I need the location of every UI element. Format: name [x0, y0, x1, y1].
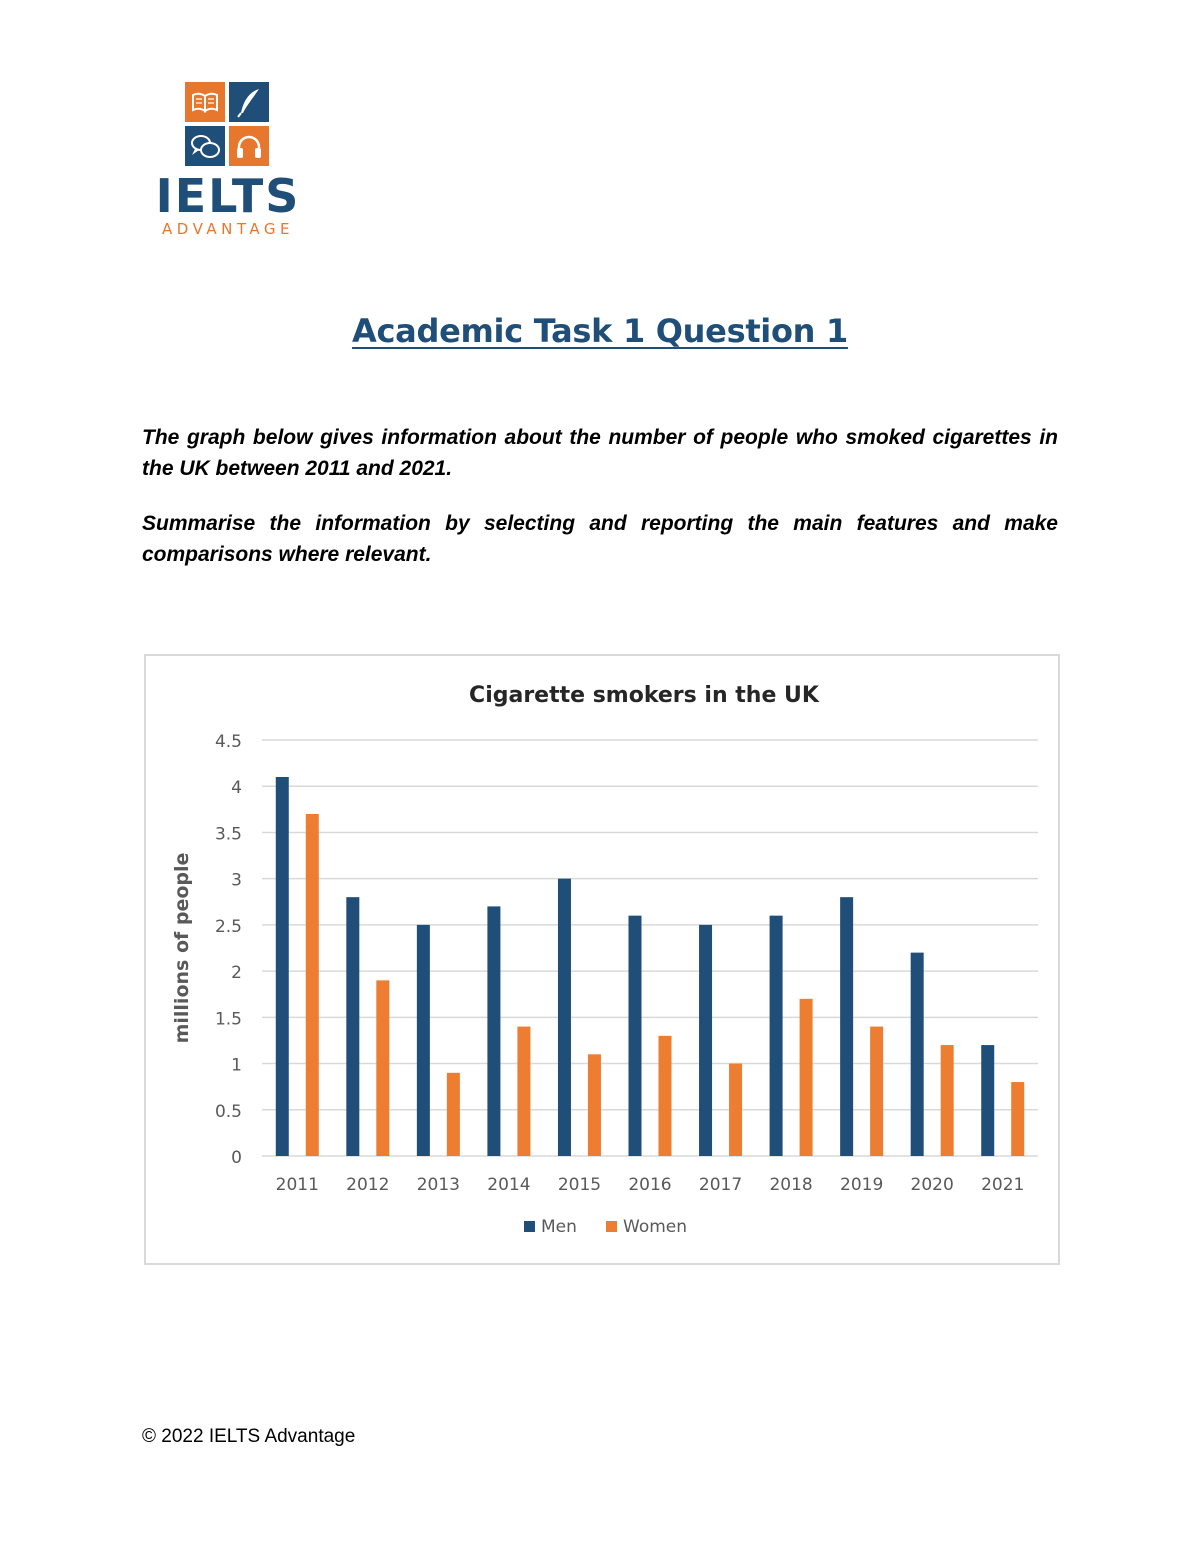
- x-tick-label: 2012: [346, 1175, 390, 1195]
- headphones-icon: [229, 126, 269, 166]
- x-tick-label: 2016: [628, 1175, 672, 1195]
- quill-icon: [229, 82, 269, 122]
- ielts-advantage-logo: [148, 82, 308, 242]
- bar-women-2012: [376, 980, 389, 1156]
- bar-men-2021: [981, 1045, 994, 1156]
- task-description: The graph below gives information about the number of people who smoked cigarettes in the UK between 2011 and 2021.: [142, 426, 1058, 480]
- bar-men-2012: [346, 897, 359, 1156]
- logo-wordmark: IELTS: [155, 169, 301, 223]
- bar-women-2013: [447, 1073, 460, 1156]
- y-tick-label: 1: [231, 1055, 242, 1076]
- bar-men-2014: [487, 906, 500, 1156]
- bar-men-2013: [417, 925, 430, 1156]
- x-tick-label: 2017: [698, 1175, 743, 1195]
- bar-men-2016: [629, 916, 642, 1156]
- x-tick-label: 2011: [275, 1175, 319, 1195]
- logo-tiles: [185, 82, 269, 166]
- y-tick-label: 3: [231, 870, 242, 891]
- x-tick-label: 2020: [910, 1175, 954, 1195]
- y-tick-label: 4.5: [214, 732, 242, 752]
- bar-men-2019: [840, 897, 853, 1156]
- y-tick-label: 1.5: [214, 1009, 242, 1030]
- bar-men-2018: [770, 916, 783, 1156]
- legend-label-women: Women: [623, 1217, 688, 1237]
- bar-men-2017: [699, 925, 712, 1156]
- x-tick-label: 2019: [840, 1175, 884, 1195]
- legend-label-men: Men: [541, 1217, 577, 1237]
- y-axis-label: millions of people: [171, 852, 193, 1044]
- legend-swatch-women: [606, 1221, 617, 1232]
- bar-men-2015: [558, 879, 571, 1156]
- x-tick-label: 2015: [557, 1175, 602, 1195]
- bar-women-2014: [517, 1027, 530, 1156]
- bar-women-2016: [659, 1036, 672, 1156]
- task-instruction: Summarise the information by selecting and reporting the main features and make comparisons where relevant.: [142, 512, 1058, 566]
- bar-men-2020: [911, 953, 924, 1156]
- y-tick-label: 2.5: [214, 916, 242, 937]
- legend-swatch-men: [524, 1221, 535, 1232]
- open-book-icon: [185, 82, 225, 122]
- bar-men-2011: [276, 777, 289, 1156]
- bar-chart: [146, 656, 1058, 1263]
- y-tick-label: 3.5: [214, 824, 242, 845]
- bar-women-2015: [588, 1054, 601, 1156]
- x-tick-label: 2013: [416, 1175, 460, 1195]
- speech-bubbles-icon: [185, 126, 225, 166]
- copyright-footer: © 2022 IELTS Advantage: [142, 1426, 356, 1447]
- y-tick-label: 0.5: [214, 1101, 242, 1122]
- x-tick-label: 2018: [769, 1175, 813, 1195]
- y-tick-label: 2: [231, 963, 242, 984]
- bar-women-2021: [1011, 1082, 1024, 1156]
- x-tick-label: 2021: [981, 1175, 1025, 1195]
- chart-container: [144, 654, 1060, 1265]
- page-title: Academic Task 1 Question 1: [352, 312, 848, 350]
- bar-women-2019: [870, 1027, 883, 1156]
- bar-women-2020: [941, 1045, 954, 1156]
- chart-title: Cigarette smokers in the UK: [469, 683, 819, 708]
- y-tick-label: 0: [231, 1148, 242, 1168]
- bar-women-2018: [800, 999, 813, 1156]
- bar-women-2011: [306, 814, 319, 1156]
- bar-women-2017: [729, 1064, 742, 1156]
- y-tick-label: 4: [231, 778, 242, 799]
- x-tick-label: 2014: [487, 1175, 531, 1195]
- logo-tagline: ADVANTAGE: [162, 220, 294, 238]
